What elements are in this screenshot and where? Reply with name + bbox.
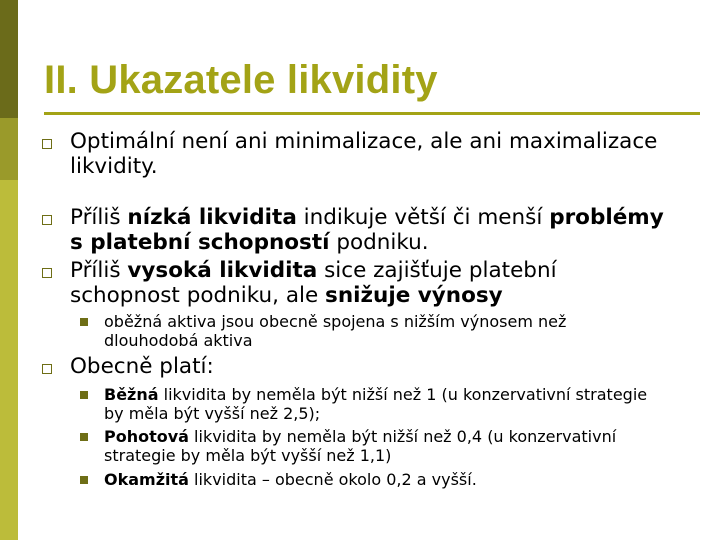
bullet-square-icon	[42, 215, 52, 225]
bullet-text-part: Příliš	[70, 205, 128, 230]
sub-bullet-emphasis: Běžná	[104, 385, 159, 404]
bullet-text-part: podniku.	[329, 230, 429, 255]
sub-bullet-square-icon	[80, 391, 88, 399]
sub-bullet-text: oběžná aktiva jsou obecně spojena s nižším výnosem než dlouhodobá aktiva	[104, 312, 567, 350]
sub-bullet-text-part: likvidita by neměla být nižší než 1 (u konzervativní strategie by měla být vyšší než 2,5);	[104, 385, 648, 423]
bullet-square-icon	[42, 364, 52, 374]
sub-bullet-text	[104, 427, 664, 465]
bullet-text	[70, 205, 670, 255]
bullet-text: Obecně platí:	[70, 354, 214, 379]
sub-bullet-text	[104, 385, 664, 423]
bullet-text: Optimální není ani minimalizace, ale ani maximalizace likvidity.	[70, 129, 658, 179]
bullet-text-emphasis: vysoká likvidita	[127, 258, 318, 283]
sub-bullet-text-part: likvidita by neměla být nižší než 0,4 (u konzervativní strategie by měla být vyšší než 1,1)	[104, 427, 617, 465]
bullet-text-emphasis: snižuje výnosy	[325, 283, 503, 308]
slide-title: II. Ukazatele likvidity	[44, 58, 438, 102]
sub-bullet-square-icon	[80, 433, 88, 441]
sub-bullet-text	[104, 470, 664, 489]
sub-bullet-emphasis: Okamžitá	[104, 470, 189, 489]
bullet-text-part: Příliš	[70, 258, 128, 283]
bullet-text	[70, 258, 670, 308]
sub-bullet-text-part: likvidita – obecně okolo 0,2 a vyšší.	[188, 470, 477, 489]
sub-bullet-square-icon	[80, 318, 88, 326]
sub-bullet-emphasis: Pohotová	[104, 427, 189, 446]
bullet-text-part: sice zajišťuje platební schopnost podniku, ale	[70, 258, 557, 308]
bullet-text-emphasis: nízká likvidita	[127, 205, 297, 230]
sub-bullet-square-icon	[80, 476, 88, 484]
bullet-square-icon	[42, 139, 52, 149]
bullet-square-icon	[42, 268, 52, 278]
bullet-text-emphasis: problémy s platební schopností	[70, 205, 664, 255]
bullet-text-part: indikuje větší či menší	[296, 205, 550, 230]
